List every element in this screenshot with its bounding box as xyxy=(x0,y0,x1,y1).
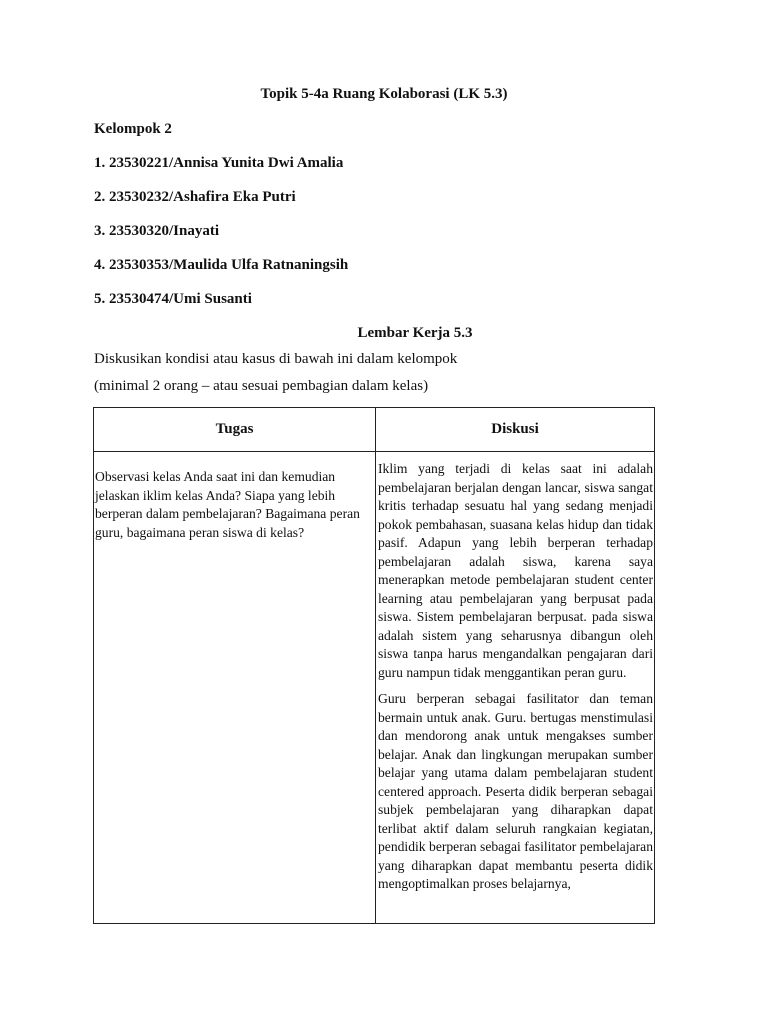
instruction-text: Diskusikan kondisi atau kasus di bawah ini dalam kelompok xyxy=(94,351,458,367)
instruction-note: (minimal 2 orang – atau sesuai pembagian dalam kelas) xyxy=(94,378,429,394)
worksheet-title: Lembar Kerja 5.3 xyxy=(357,325,473,341)
discussion-paragraph-1: Iklim yang terjadi di kelas saat ini adalah pembelajaran berjalan dengan lancar, siswa sangat kritis terhadap sesuatu hal yang sedang menjadi pokok pembahasan, suasana kelas hidup dan tidak pasif. Adapun yang lebih berperan terhadap pembelajaran adalah siswa, karena saya menerapkan metode pembelajaran student center learning atau pembelajaran yang berpusat pada siswa. Sistem pembelajaran berpusat. pada siswa adalah sistem yang seharusnya dibangun oleh siswa tanpa harus mengandalkan pengajaran dari guru nampun tidak menggantikan peran guru. xyxy=(378,461,653,680)
table-row xyxy=(94,452,655,924)
table-header-row xyxy=(94,408,655,452)
discussion-paragraph-2: Guru berperan sebagai fasilitator dan teman bermain untuk anak. Guru. bertugas menstimulasi dan mendorong anak untuk mengakses sumber belajar. Anak dan lingkungan merupakan sumber belajar yang utama dalam pembelajaran student centered approach. Peserta didik berperan sebagai subjek pembelajaran yang diharapkan dapat terlibat aktif dalam seluruh rangkaian kegiatan, pendidik berperan sebagai fasilitator pembelajaran yang diharapkan dapat membantu peserta didik mengoptimalkan proses belajarnya, xyxy=(378,691,653,891)
member-1: 1. 23530221/Annisa Yunita Dwi Amalia xyxy=(94,155,344,171)
member-5: 5. 23530474/Umi Susanti xyxy=(94,291,252,307)
document-title: Topik 5-4a Ruang Kolaborasi (LK 5.3) xyxy=(260,86,508,102)
task-text: Observasi kelas Anda saat ini dan kemudian jelaskan iklim kelas Anda? Siapa yang lebih berperan dalam pembelajaran? Bagaimana peran guru, bagaimana peran siswa di kelas? xyxy=(95,469,360,540)
worksheet-table xyxy=(93,407,655,924)
group-label: Kelompok 2 xyxy=(94,121,172,137)
header-diskusi: Diskusi xyxy=(376,408,655,452)
discussion-cell xyxy=(376,452,655,924)
member-4: 4. 23530353/Maulida Ulfa Ratnaningsih xyxy=(94,257,349,273)
member-3: 3. 23530320/Inayati xyxy=(94,223,220,239)
member-2: 2. 23530232/Ashafira Eka Putri xyxy=(94,189,296,205)
task-cell xyxy=(94,452,376,924)
header-tugas: Tugas xyxy=(94,408,376,452)
